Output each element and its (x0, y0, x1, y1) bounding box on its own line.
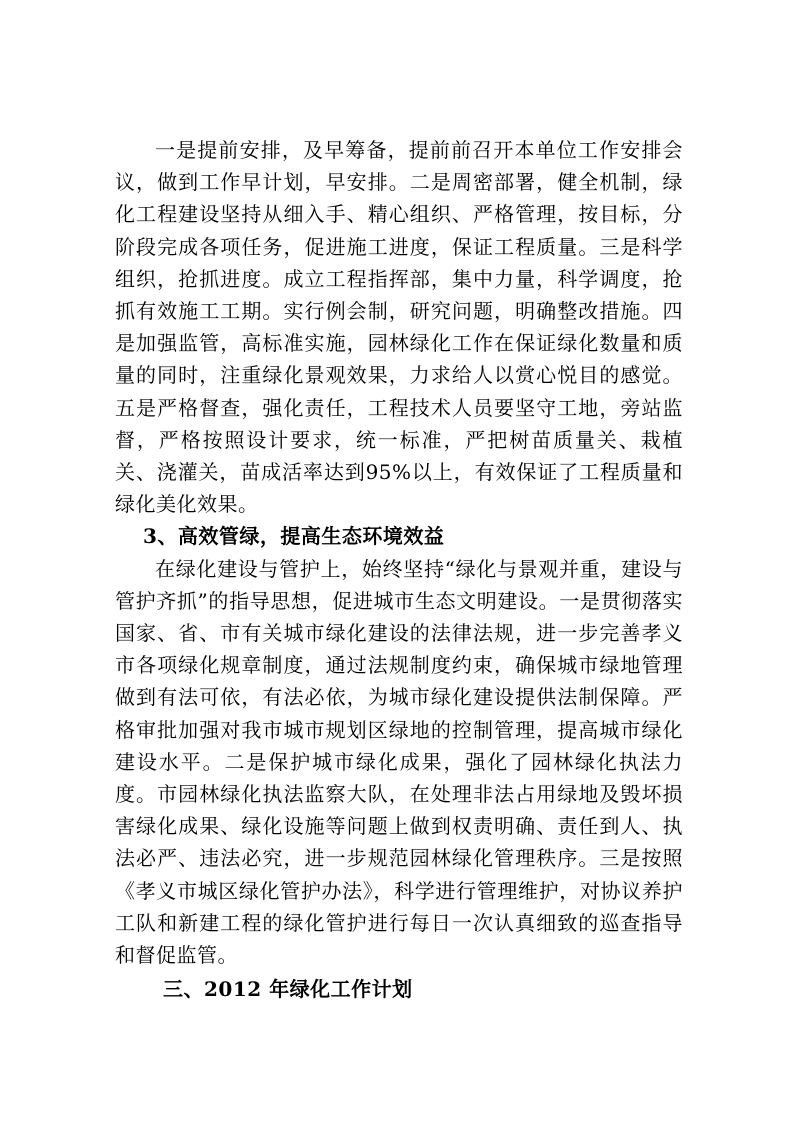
paragraph-management: 在绿化建设与管护上，始终坚持“绿化与景观并重，建设与管护齐抓”的指导思想，促进城市生态文明建设。一是贯彻落实国家、省、市有关城市绿化建设的法律法规，进一步完善孝义市各项绿化规章制度，通过法规制度约束，确保城市绿地管理做到有法可依，有法必依，为城市绿化建设提供法制保障。严格审批加强对我市城市规划区绿地的控制管理，提高城市绿化建设水平。二是保护城市绿化成果，强化了园林绿化执法力度。市园林绿化执法监察大队，在处理非法占用绿地及毁坏损害绿化成果、绿化设施等问题上做到权责明确、责任到人、执法必严、违法必究，进一步规范园林绿化管理秩序。三是按照《孝义市城区绿化管护办法》，科学进行管理维护，对协议养护工队和新建工程的绿化管护进行每日一次认真细致的巡查指导和督促监管。 (115, 556, 683, 968)
section-heading-2012-plan: 三、2012 年绿化工作计划 (163, 977, 413, 1002)
document-body (115, 134, 683, 1005)
subheading-efficient-management: 3、高效管绿，提高生态环境效益 (143, 524, 445, 549)
paragraph-measures: 一是提前安排，及早筹备，提前前召开本单位工作安排会议，做到工作早计划，早安排。二是周密部署，健全机制，绿化工程建设坚持从细入手、精心组织、严格管理，按目标，分阶段完成各项任务，促进施工进度，保证工程质量。三是科学组织，抢抓进度。成立工程指挥部，集中力量，科学调度，抢抓有效施工工期。实行例会制，研究问题，明确整改措施。四是加强监管，高标准实施，园林绿化工作在保证绿化数量和质量的同时，注重绿化景观效果，力求给人以赏心悦目的感觉。五是严格督查，强化责任，工程技术人员要坚守工地，旁站监督，严格按照设计要求，统一标准，严把树苗质量关、栽植关、浇灌关，苗成活率达到95%以上，有效保证了工程质量和绿化美化效果。 (115, 138, 683, 517)
